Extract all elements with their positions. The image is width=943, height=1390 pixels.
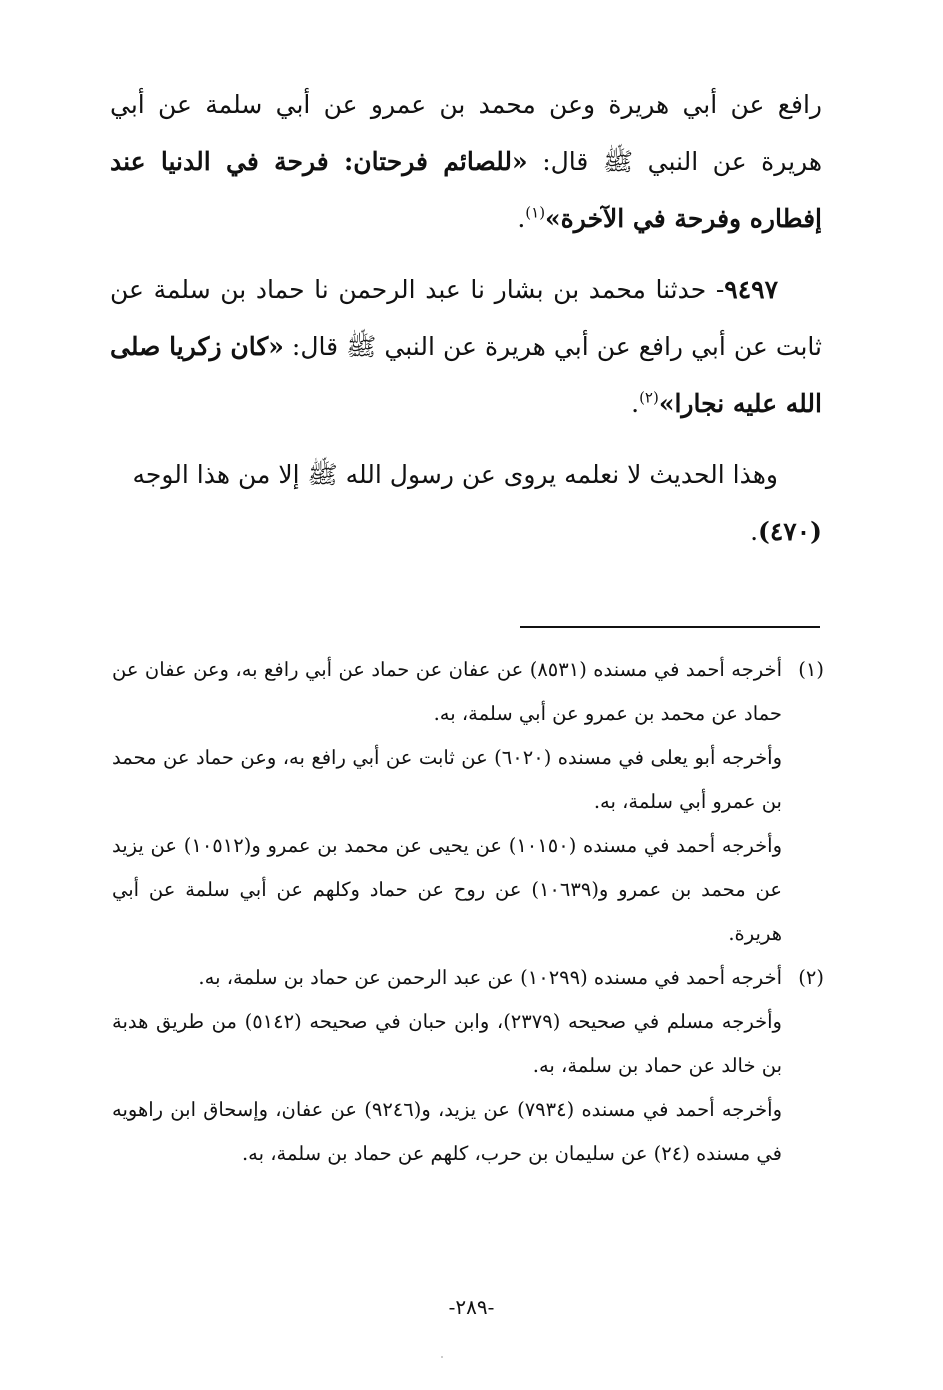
commentary-paragraph: وهذا الحديث لا نعلمه يروى عن رسول الله ﷺ إلا من هذا الوجه (٤٧٠).	[132, 460, 822, 546]
footnote-number: (٢)	[798, 966, 824, 989]
hadith-paragraph-1: رافع عن أبي هريرة وعن محمد بن عمرو عن أبي سلمة عن أبي هريرة عن النبي ﷺ قال: «للصائم فرحتان: فرحة في الدنيا عند إفطاره وفرحة في الآخرة»$^{(١)}$.	[110, 90, 823, 233]
footnotes	[112, 648, 824, 1176]
footnote-line: وأخرجه مسلم في صحيحه (٢٣٧٩)، وابن حبان في صحيحه (٥١٤٢) من طريق هدبة بن خالد عن حماد بن سلمة، به.	[112, 1010, 782, 1077]
footnote-1	[112, 648, 824, 956]
scan-speck	[441, 1356, 443, 1358]
footnote-ref-2[interactable]: (٢)	[639, 388, 659, 407]
page-number: -٢٨٩-	[448, 1295, 495, 1319]
footnote-2	[112, 956, 824, 1176]
hadith-text: رافع عن أبي هريرة وعن محمد بن عمرو عن أبي سلمة عن أبي هريرة عن النبي ﷺ قال:	[110, 90, 823, 176]
commentary-number: (٤٧٠)	[758, 517, 822, 546]
main-text	[110, 76, 822, 574]
footnote-line: وأخرجه أحمد في مسنده (٧٩٣٤) عن يزيد، و(٩٢٤٦) عن عفان، وإسحاق ابن راهويه في مسنده (٢٤) عن سليمان بن حرب، كلهم عن حماد بن سلمة، به.	[112, 1098, 782, 1165]
footnote-separator	[520, 626, 820, 628]
hadith-quote: «للصائم فرحتان: فرحة في الدنيا عند إفطاره وفرحة في الآخرة»	[110, 147, 822, 233]
hadith-quote: «كان زكريا صلى الله عليه نجارا»	[110, 332, 822, 418]
footnote-ref-1[interactable]: (١)	[525, 203, 546, 222]
footnote-number: (١)	[798, 658, 824, 681]
hadith-number: ٩٤٩٧	[724, 275, 778, 304]
commentary-text: وهذا الحديث لا نعلمه يروى عن رسول الله ﷺ إلا من هذا الوجه	[132, 460, 778, 489]
footnote-line: أخرجه أحمد في مسنده (٨٥٣١) عن عفان عن حماد عن أبي رافع به، وعن عفان عن حماد عن محمد بن عمرو عن أبي سلمة، به.	[112, 658, 782, 725]
footnote-line: أخرجه أحمد في مسنده (١٠٢٩٩) عن عبد الرحمن عن حماد بن سلمة، به.	[198, 966, 782, 989]
footnote-line: وأخرجه أحمد في مسنده (١٠١٥٠) عن يحيى عن محمد بن عمرو و(١٠٥١٢) عن يزيد عن محمد بن عمرو و(١٠٦٣٩) عن روح عن حماد وكلهم عن أبي سلمة عن أبي هريرة.	[112, 834, 783, 945]
hadith-paragraph-2: ٩٤٩٧- حدثنا محمد بن بشار نا عبد الرحمن نا حماد بن سلمة عن ثابت عن أبي رافع عن أبي هريرة عن النبي ﷺ قال: «كان زكريا صلى الله عليه نجارا»$^{(٢)}$.	[110, 275, 822, 418]
hadith-text: - حدثنا محمد بن بشار نا عبد الرحمن نا حماد بن سلمة عن ثابت عن أبي رافع عن أبي هريرة عن النبي ﷺ قال:	[110, 275, 822, 361]
footnote-line: وأخرجه أبو يعلى في مسنده (٦٠٢٠) عن ثابت عن أبي رافع به، وعن حماد عن محمد بن عمرو أبي سلمة، به.	[112, 746, 782, 813]
